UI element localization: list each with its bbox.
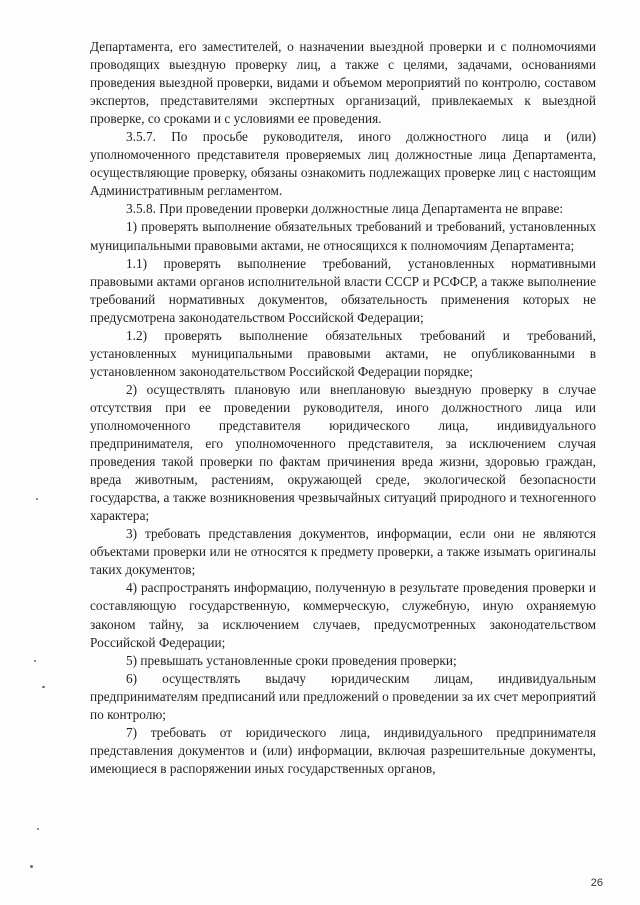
scan-speck xyxy=(30,865,33,868)
list-item-1: 1) проверять выполнение обязательных требований и требований, установленных муниципальными правовыми актами, не относящихся к полномочиям Департамента; xyxy=(90,219,596,253)
scan-speck xyxy=(36,498,38,500)
scan-speck xyxy=(42,686,45,688)
list-item-4: 4) распространять информацию, полученную в результате проведения проверки и составляющую государственную, коммерческую, служебную, иную охраняемую законом тайну, за исключением случаев, предусмотренных законодательством Российской Федерации; xyxy=(90,580,596,650)
list-item-2: 2) осуществлять плановую или внеплановую выездную проверку в случае отсутствия при ее проведении руководителя, иного должностного лица или уполномоченного представителя юридического лица, индивидуального предпринимателя, его уполномоченного представителя, за исключением случая проведения такой проверки по фактам причинения вреда жизни, здоровью граждан, вреда животным, растениям, окружающей среде, экологической безопасности государства, а также возникновения чрезвычайных ситуаций природного и техногенного характера; xyxy=(90,381,596,524)
list-item-3: 3) требовать представления документов, информации, если они не являются объектами проверки или не относятся к предмету проверки, а также изымать оригиналы таких документов; xyxy=(90,526,596,578)
list-item-5: 5) превышать установленные сроки проведения проверки; xyxy=(126,652,457,668)
document-body xyxy=(90,38,596,778)
paragraph-3-5-7: 3.5.7. По просьбе руководителя, иного должностного лица и (или) уполномоченного представителя проверяемых лиц должностные лица Департамента, осуществляющие проверку, обязаны ознакомить подлежащих проверке лиц с настоящим Административным регламентом. xyxy=(90,129,596,199)
scan-speck xyxy=(37,828,39,830)
paragraph-continuation: Департамента, его заместителей, о назначении выездной проверки и с полномочиями проводящих выездную проверку лиц, а также с целями, задачами, основаниями проведения выездной проверки, видами и объемом мероприятий по контролю, составом экспертов, представителями экспертных организаций, привлекаемых к выездной проверке, со сроками и с условиями ее проведения. xyxy=(90,39,596,127)
paragraph-3-5-8: 3.5.8. При проведении проверки должностные лица Департамента не вправе: xyxy=(126,201,564,217)
list-item-1-1: 1.1) проверять выполнение требований, установленных нормативными правовыми актами органов исполнительной власти СССР и РСФСР, а также выполнение требований нормативных документов, обязательность применения которых не предусмотрена законодательством Российской Федерации; xyxy=(90,255,596,325)
scan-speck xyxy=(34,660,36,662)
list-item-1-2: 1.2) проверять выполнение обязательных требований и требований, установленных муниципальными правовыми актами, не опубликованными в установленном законодательством Российской Федерации порядке; xyxy=(90,327,596,379)
list-item-7: 7) требовать от юридического лица, индивидуального предпринимателя представления документов и (или) информации, включая разрешительные документы, имеющиеся в распоряжении иных государственных органов, xyxy=(90,724,596,776)
page-number: 26 xyxy=(590,877,603,889)
list-item-6: 6) осуществлять выдачу юридическим лицам, индивидуальным предпринимателям предписаний или предложений о проведении за их счет мероприятий по контролю; xyxy=(90,670,596,722)
